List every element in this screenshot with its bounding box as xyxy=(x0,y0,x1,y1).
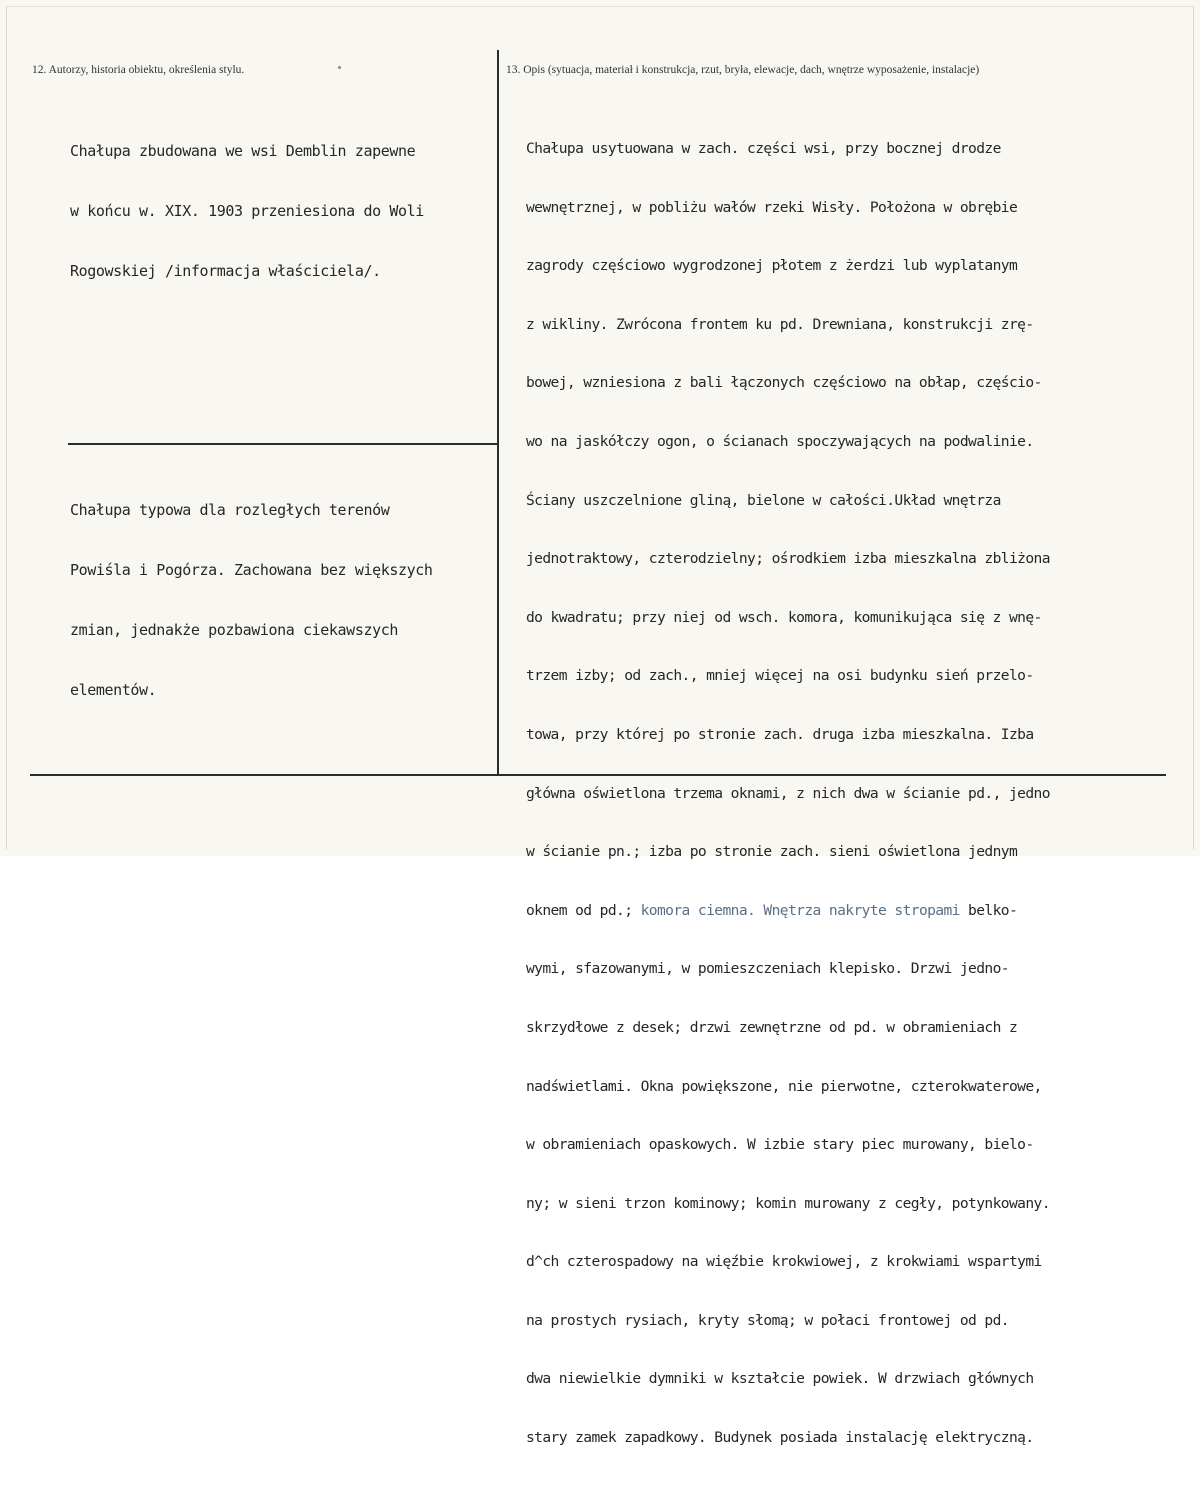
text-line: nadświetlami. Okna powiększone, nie pierwotne, czterokwaterowe, xyxy=(526,1077,1042,1095)
description-text xyxy=(526,103,1050,1485)
text-line: w końcu w. XIX. 1903 przeniesiona do Woli xyxy=(70,202,424,221)
text-line: elementów. xyxy=(70,681,157,700)
text-line: dwa niewielkie dymniki w kształcie powiek. W drzwiach głównych xyxy=(526,1370,1034,1388)
text-line: wymi, sfazowanymi, w pomieszczeniach klepisko. Drzwi jedno- xyxy=(526,960,1009,978)
text-line: Powiśla i Pogórza. Zachowana bez większych xyxy=(70,561,433,580)
text-line: w ścianie pn.; izba po stronie zach. sieni oświetlona jednym xyxy=(526,843,1018,861)
text-line: z wikliny. Zwrócona frontem ku pd. Drewniana, konstrukcji zrę- xyxy=(526,315,1034,333)
text-line: wo na jaskółczy ogon, o ścianach spoczywających na podwalinie. xyxy=(526,432,1034,450)
assessment-text xyxy=(70,462,433,738)
column-divider xyxy=(497,50,499,776)
text-line: wewnętrznej, w pobliżu wałów rzeki Wisły. Położona w obrębie xyxy=(526,198,1018,216)
text-line: towa, przy której po stronie zach. druga izba mieszkalna. Izba xyxy=(526,725,1034,743)
line-end: belko- xyxy=(959,901,1018,919)
text-line: skrzydłowe z desek; drzwi zewnętrzne od pd. w obramieniach z xyxy=(526,1018,1018,1036)
text-line: trzem izby; od zach., mniej więcej na osi budynku sień przelo- xyxy=(526,667,1034,685)
text-line: zagrody częściowo wygrodzonej płotem z żerdzi lub wyplatanym xyxy=(526,257,1018,275)
line-start: oknem od pd.; xyxy=(526,901,641,919)
overtyped-text: komora ciemna. Wnętrza nakryte stropami xyxy=(640,901,960,919)
field-12-label: 12. Autorzy, historia obiektu, określenia stylu. xyxy=(32,64,245,76)
text-line: Chałupa typowa dla rozległych terenów xyxy=(70,501,390,519)
overtyped-line xyxy=(526,899,1050,924)
text-line: Chałupa usytuowana w zach. części wsi, przy bocznej drodze xyxy=(526,140,1001,157)
text-line: Ściany uszczelnione gliną, bielone w całości.Układ wnętrza xyxy=(526,491,1001,509)
text-line: jednotraktowy, czterodzielny; ośrodkiem izba mieszkalna zbliżona xyxy=(526,550,1050,568)
text-line: ny; w sieni trzon kominowy; komin murowany z cegły, potynkowany. xyxy=(526,1194,1050,1212)
text-line: na prostych rysiach, kryty słomą; w połaci frontowej od pd. xyxy=(526,1311,1009,1329)
section-divider xyxy=(68,443,497,445)
text-line: Chałupa zbudowana we wsi Demblin zapewne xyxy=(70,142,416,160)
text-line: d^ch czterospadowy na więźbie krokwiowej, z krokwiami wspartymi xyxy=(526,1253,1042,1271)
history-text xyxy=(70,103,424,319)
text-line: główna oświetlona trzema oknami, z nich dwa w ścianie pd., jedno xyxy=(526,784,1050,802)
ink-speck xyxy=(338,66,341,69)
text-line: w obramieniach opaskowych. W izbie stary piec murowany, bielo- xyxy=(526,1136,1034,1154)
field-13-label: 13. Opis (sytuacja, materiał i konstrukcja, rzut, bryła, elewacje, dach, wnętrze wyposażenie, instalacje) xyxy=(506,64,980,76)
text-line: stary zamek zapadkowy. Budynek posiada instalację elektryczną. xyxy=(526,1429,1034,1447)
text-line: zmian, jednakże pozbawiona ciekawszych xyxy=(70,621,398,640)
text-line: bowej, wzniesiona z bali łączonych częściowo na obłap, częścio- xyxy=(526,374,1042,392)
text-line: Rogowskiej /informacja właściciela/. xyxy=(70,262,381,281)
text-line: do kwadratu; przy niej od wsch. komora, komunikująca się z wnę- xyxy=(526,608,1042,626)
